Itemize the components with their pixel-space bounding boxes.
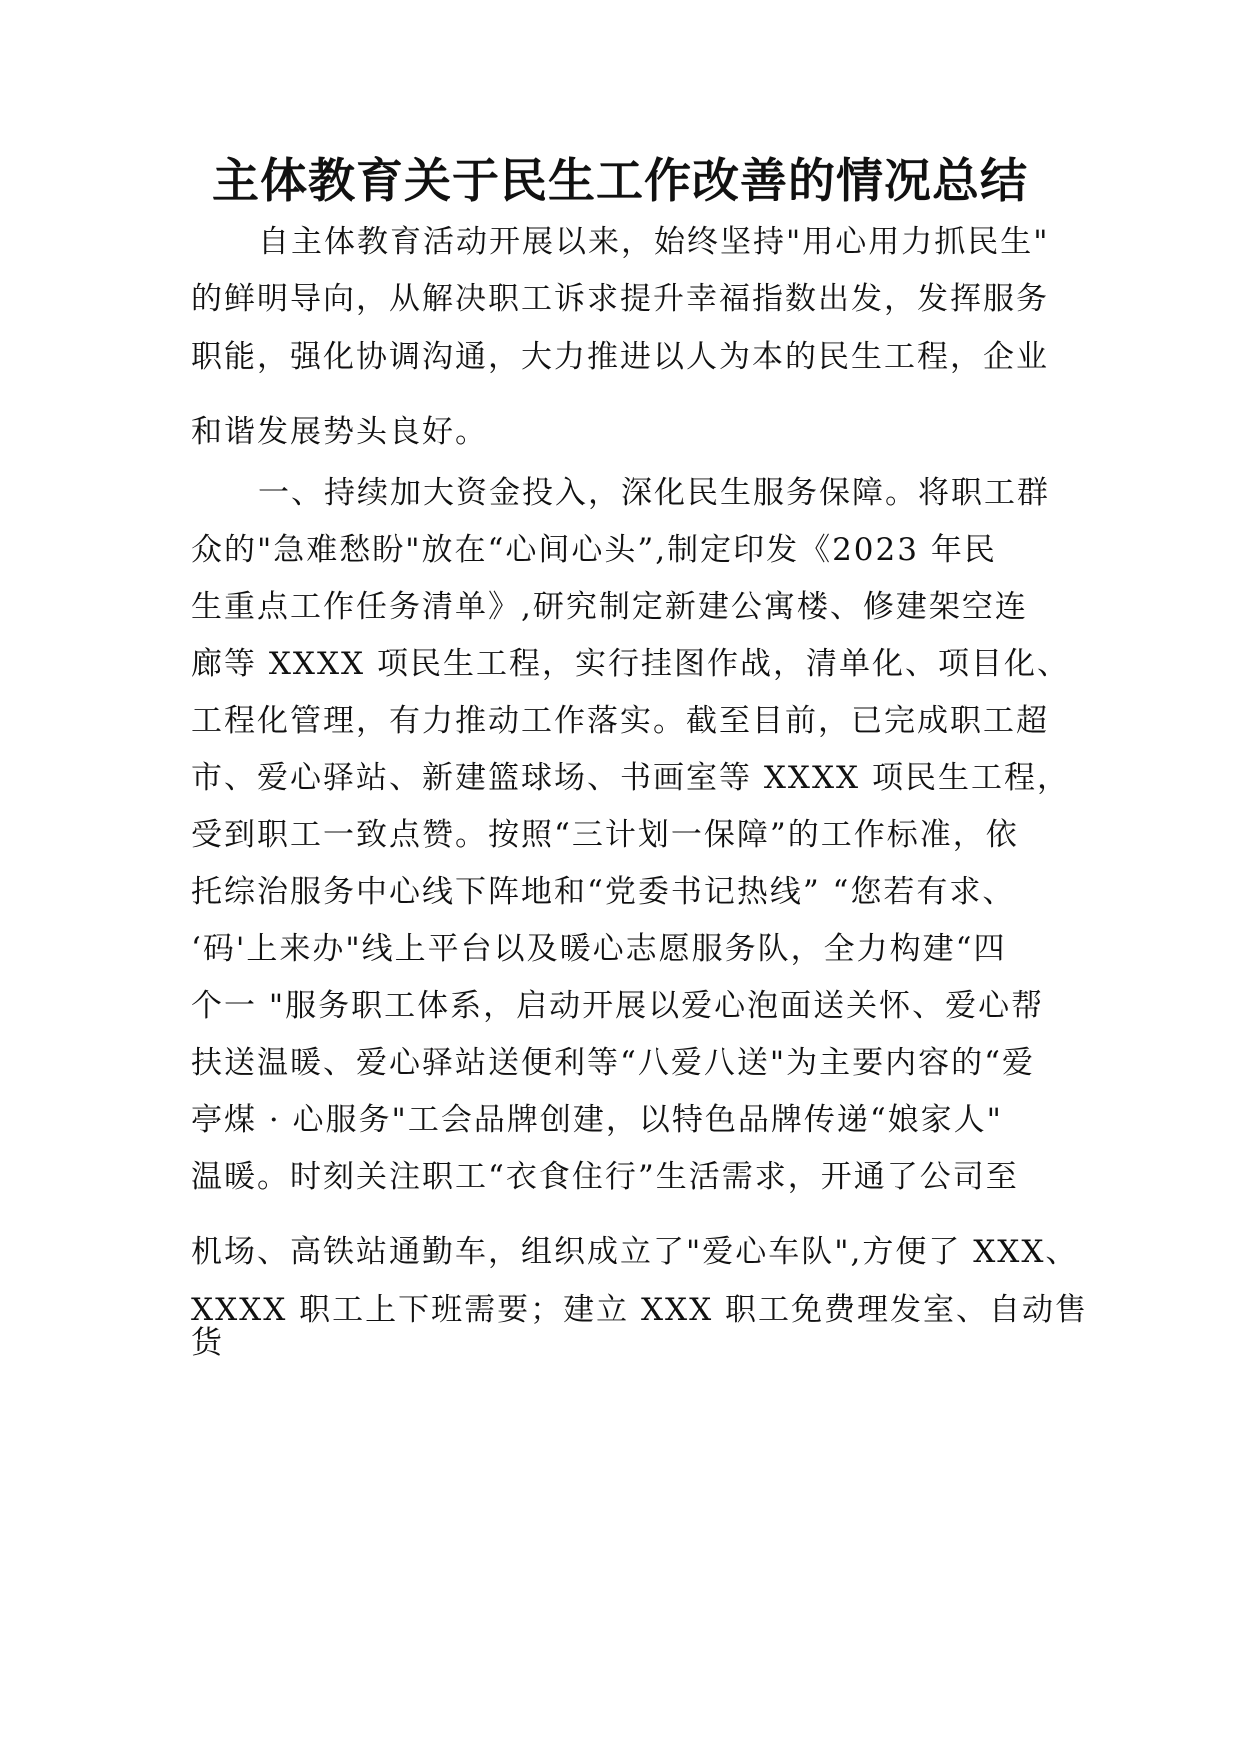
- paragraph-2-line-9: ‘码'上来办"线上平台以及暖心志愿服务队，全力构建“四: [191, 931, 1007, 967]
- paragraph-2-line-7: 受到职工一致点赞。按照“三计划一保障”的工作标准，依: [191, 817, 1019, 853]
- paragraph-2-line-5: 工程化管理，有力推动工作落实。截至目前，已完成职工超: [191, 703, 1049, 739]
- paragraph-2-line-4: 廊等 XXXX 项民生工程，实行挂图作战，清单化、项目化、: [191, 646, 1070, 682]
- paragraph-2-line-12: 亭煤 · 心服务"工会品牌创建，以特色品牌传递“娘家人": [191, 1102, 1003, 1138]
- paragraph-2-line-6: 市、爱心驿站、新建篮球场、书画室等 XXXX 项民生工程，: [191, 760, 1070, 796]
- paragraph-1-line-3: 职能，强化协调沟通，大力推进以人为本的民生工程，企业: [191, 339, 1049, 375]
- paragraph-2-line-11: 扶送温暖、爱心驿站送便利等“八爱八送"为主要内容的“爱: [191, 1045, 1035, 1081]
- paragraph-1-line-2: 的鲜明导向，从解决职工诉求提升幸福指数出发，发挥服务: [191, 281, 1049, 317]
- paragraph-2-line-15: XXXX 职工上下班需要；建立 XXX 职工免费理发室、自动售: [191, 1292, 1089, 1328]
- paragraph-2-line-14: 机场、高铁站通勤车，组织成立了"爱心车队",方便了 XXX、: [191, 1234, 1079, 1270]
- paragraph-2-line-8: 托综治服务中心线下阵地和“党委书记热线” “您若有求、: [191, 874, 1016, 910]
- paragraph-1-line-4: 和谐发展势头良好。: [191, 414, 488, 450]
- paragraph-2-line-1: 一、持续加大资金投入，深化民生服务保障。将职工群: [258, 475, 1050, 511]
- paragraph-2-line-10: 个一 "服务职工体系，启动开展以爱心泡面送关怀、爱心帮: [191, 988, 1045, 1024]
- paragraph-2-line-3: 生重点工作任务清单》,研究制定新建公寓楼、修建架空连: [191, 589, 1028, 625]
- document-title: 主体教育关于民生工作改善的情况总结: [212, 154, 1028, 209]
- paragraph-1-line-1: 自主体教育活动开展以来，始终坚持"用心用力抓民生": [258, 224, 1050, 260]
- paragraph-2-line-16: 货: [191, 1325, 224, 1361]
- paragraph-2-line-2: 众的"急难愁盼"放在“心间心头”,制定印发《2023 年民: [191, 532, 997, 568]
- paragraph-2-line-13: 温暖。时刻关注职工“衣食住行”生活需求，开通了公司至: [191, 1159, 1019, 1195]
